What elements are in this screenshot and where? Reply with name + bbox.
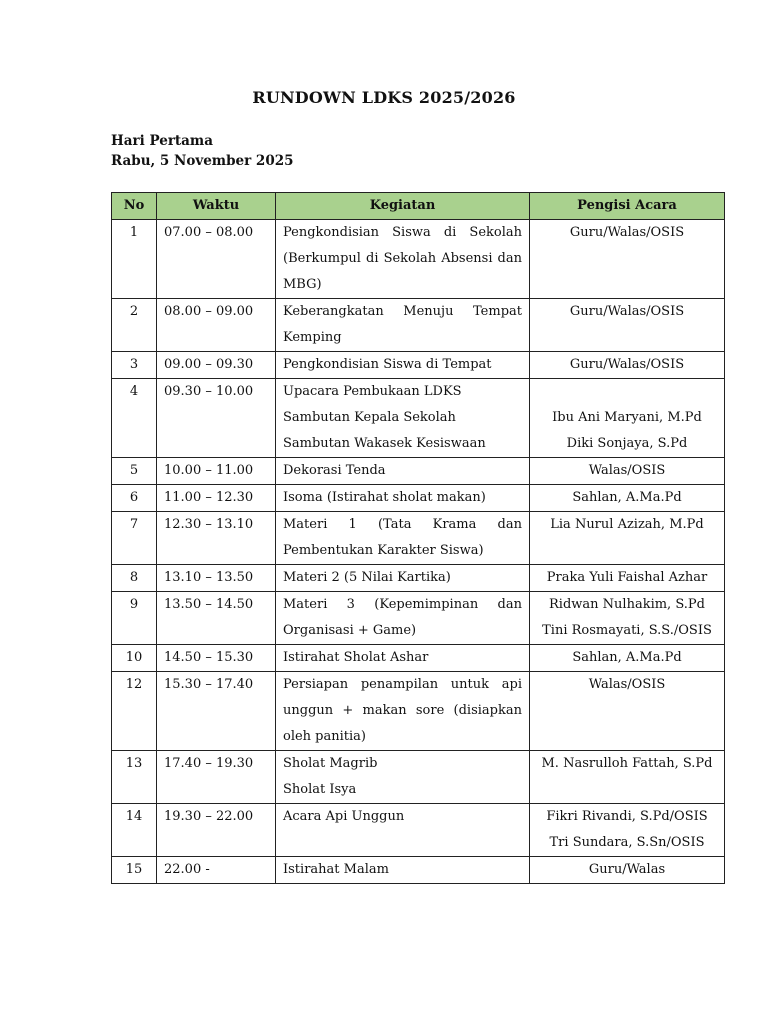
table-row [112,751,725,804]
organizer-line: Guru/Walas [588,862,666,877]
table-row [112,857,725,884]
activity-line: Materi 3 (Kepemimpinan dan Organisasi + Game) [283,597,522,638]
cell-organizer [530,512,725,565]
activity-line: Upacara Pembukaan LDKS [283,384,462,399]
rundown-table [111,192,725,884]
cell-organizer [530,645,725,672]
cell-no: 14 [112,804,157,857]
activity-line: Pengkondisian Siswa di Sekolah (Berkumpul di Sekolah Absensi dan MBG) [283,225,522,292]
organizer-line: Sahlan, A.Ma.Pd [572,490,682,505]
cell-no: 8 [112,565,157,592]
organizer-line: Fikri Rivandi, S.Pd/OSIS [546,809,708,824]
activity-line: Keberangkatan Menuju Tempat Kemping [283,304,522,345]
organizer-line: Guru/Walas/OSIS [569,357,685,372]
cell-activity [276,672,530,751]
activity-line: Persiapan penampilan untuk api unggun + makan sore (disiapkan oleh panitia) [283,677,522,744]
activity-line: Pengkondisian Siswa di Tempat [283,357,492,372]
table-body [112,220,725,884]
organizer-line: Praka Yuli Faishal Azhar [546,570,708,585]
cell-time: 13.50 – 14.50 [157,592,276,645]
table-row [112,485,725,512]
cell-time: 12.30 – 13.10 [157,512,276,565]
cell-activity [276,352,530,379]
cell-activity [276,565,530,592]
cell-activity [276,804,530,857]
cell-organizer [530,379,725,458]
cell-time: 22.00 - [157,857,276,884]
cell-no: 4 [112,379,157,458]
activity-line: Isoma (Istirahat sholat makan) [283,490,486,505]
cell-organizer [530,352,725,379]
organizer-line: Guru/Walas/OSIS [569,225,685,240]
cell-organizer [530,299,725,352]
table-row [112,512,725,565]
activity-line: Sholat Magrib [283,756,378,771]
cell-activity [276,592,530,645]
table-row [112,379,725,458]
table-row [112,352,725,379]
cell-time: 11.00 – 12.30 [157,485,276,512]
activity-line: Sholat Isya [283,782,357,797]
cell-time: 19.30 – 22.00 [157,804,276,857]
cell-no: 10 [112,645,157,672]
header-kegiatan: Kegiatan [276,193,530,220]
activity-line: Materi 1 (Tata Krama dan Pembentukan Karakter Siswa) [283,517,522,558]
cell-activity [276,299,530,352]
organizer-line: Lia Nurul Azizah, M.Pd [550,517,704,532]
activity-line: Acara Api Unggun [283,809,405,824]
activity-line: Materi 2 (5 Nilai Kartika) [283,570,451,585]
table-row [112,804,725,857]
organizer-spacer [537,379,717,405]
header-waktu: Waktu [157,193,276,220]
cell-no: 7 [112,512,157,565]
table-row [112,672,725,751]
organizer-line: Diki Sonjaya, S.Pd [566,436,688,451]
table-row [112,299,725,352]
cell-time: 14.50 – 15.30 [157,645,276,672]
cell-activity [276,379,530,458]
organizer-line: Ridwan Nulhakim, S.Pd [549,597,705,612]
header-pengisi-acara: Pengisi Acara [530,193,725,220]
cell-no: 3 [112,352,157,379]
cell-activity [276,645,530,672]
cell-no: 6 [112,485,157,512]
document-title: RUNDOWN LDKS 2025/2026 [252,88,516,107]
cell-no: 9 [112,592,157,645]
cell-time: 08.00 – 09.00 [157,299,276,352]
cell-activity [276,220,530,299]
cell-no: 5 [112,458,157,485]
table-row [112,592,725,645]
cell-activity [276,512,530,565]
cell-time: 07.00 – 08.00 [157,220,276,299]
cell-time: 09.30 – 10.00 [157,379,276,458]
activity-line: Sambutan Kepala Sekolah [283,410,456,425]
activity-line: Istirahat Sholat Ashar [283,650,429,665]
cell-time: 17.40 – 19.30 [157,751,276,804]
organizer-line: Tini Rosmayati, S.S./OSIS [542,623,712,638]
cell-organizer [530,565,725,592]
cell-organizer [530,592,725,645]
organizer-line: Tri Sundara, S.Sn/OSIS [549,835,705,850]
cell-time: 10.00 – 11.00 [157,458,276,485]
table-row [112,458,725,485]
day-label: Hari Pertama [111,133,213,149]
table-row [112,565,725,592]
cell-no: 15 [112,857,157,884]
cell-organizer [530,857,725,884]
activity-line: Dekorasi Tenda [283,463,386,478]
cell-activity [276,458,530,485]
cell-activity [276,485,530,512]
organizer-line: Walas/OSIS [588,677,666,692]
organizer-line: Ibu Ani Maryani, M.Pd [552,410,702,425]
table-row [112,645,725,672]
date-label: Rabu, 5 November 2025 [111,153,294,169]
table-row [112,220,725,299]
cell-no: 13 [112,751,157,804]
header-no: No [112,193,157,220]
cell-organizer [530,458,725,485]
cell-no: 2 [112,299,157,352]
cell-no: 12 [112,672,157,751]
cell-activity [276,751,530,804]
organizer-line: Walas/OSIS [588,463,666,478]
cell-organizer [530,220,725,299]
organizer-line: M. Nasrulloh Fattah, S.Pd [541,756,713,771]
table-header [112,193,725,220]
organizer-line: Guru/Walas/OSIS [569,304,685,319]
cell-organizer [530,751,725,804]
cell-time: 09.00 – 09.30 [157,352,276,379]
cell-organizer [530,485,725,512]
cell-time: 13.10 – 13.50 [157,565,276,592]
activity-line: Istirahat Malam [283,862,389,877]
cell-organizer [530,672,725,751]
cell-activity [276,857,530,884]
cell-no: 1 [112,220,157,299]
header-row [112,193,725,220]
cell-organizer [530,804,725,857]
activity-line: Sambutan Wakasek Kesiswaan [283,436,486,451]
organizer-line: Sahlan, A.Ma.Pd [572,650,682,665]
cell-time: 15.30 – 17.40 [157,672,276,751]
